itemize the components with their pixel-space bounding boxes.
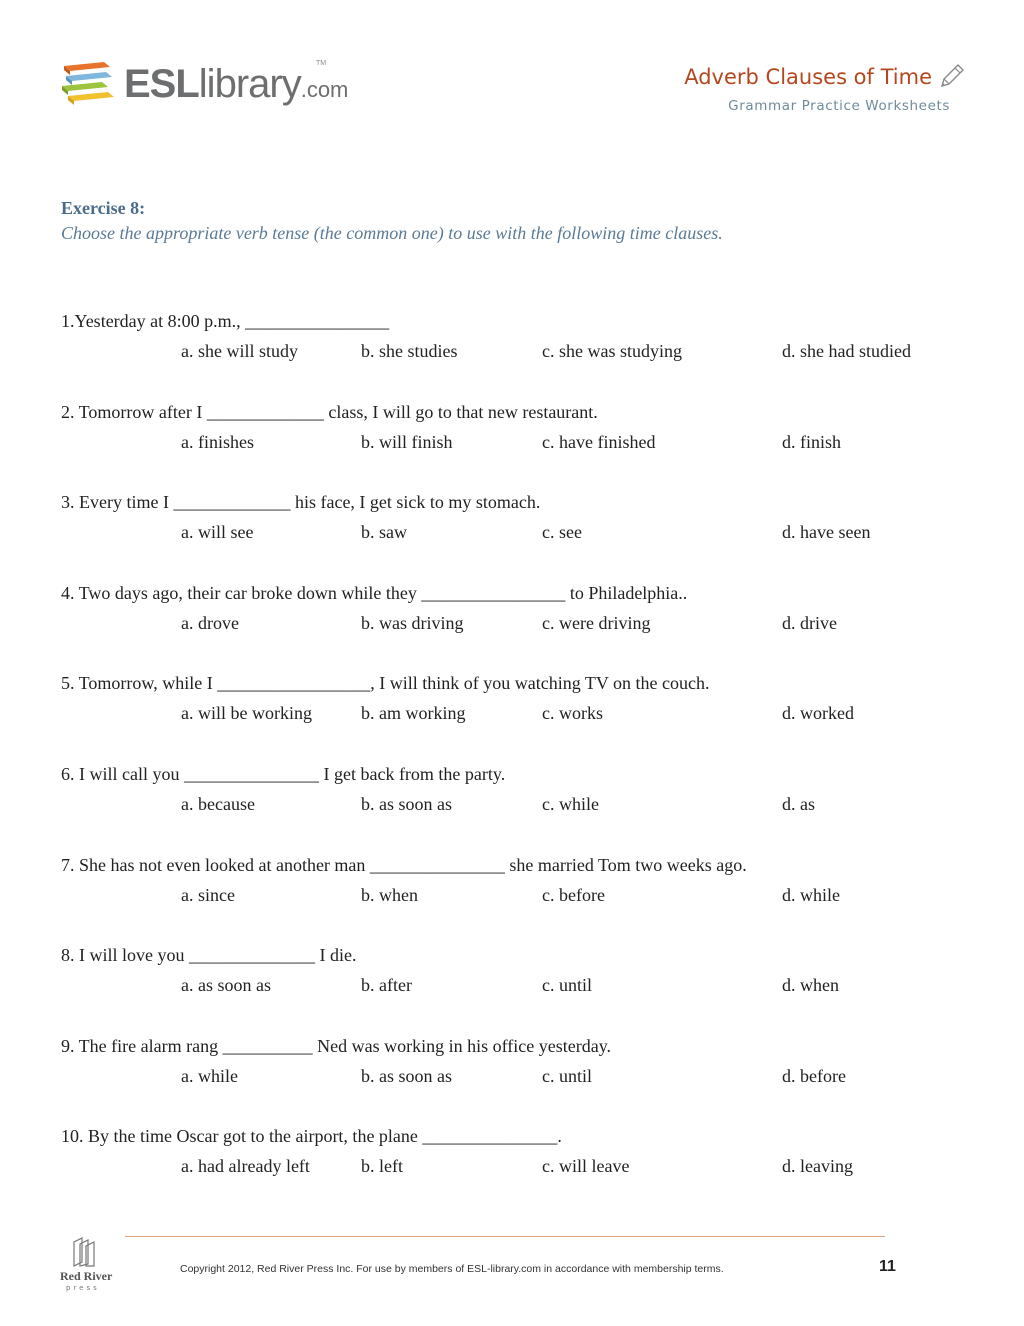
option-b: b. when <box>361 884 418 905</box>
option-c: c. she was studying <box>542 341 682 361</box>
option-d: d. worked <box>782 703 854 724</box>
option-d: d. drive <box>782 612 837 633</box>
page-number: 11 <box>879 1258 896 1275</box>
question-10 <box>61 1125 961 1216</box>
option-c: c. works <box>542 703 603 724</box>
option-c: c. while <box>542 793 599 814</box>
option-b: b. left <box>361 1156 403 1177</box>
brand-esl: ESL <box>124 62 199 106</box>
question-3 <box>61 491 961 582</box>
option-a: a. will see <box>181 522 254 543</box>
option-a: a. she will study <box>181 341 298 361</box>
option-b: b. was driving <box>361 612 464 633</box>
question-stem: 3. Every time I _____________ his face, I get sick to my stomach. <box>61 492 541 513</box>
question-stem: 2. Tomorrow after I _____________ class, I will go to that new restaurant. <box>61 401 598 422</box>
option-c: c. see <box>542 522 582 543</box>
copyright-text: Copyright 2012, Red River Press Inc. For use by members of ESL-library.com in accordance with membership terms. <box>180 1263 724 1275</box>
option-c: c. were driving <box>542 612 651 633</box>
publisher-name: Red River <box>60 1269 113 1283</box>
question-6 <box>61 763 961 854</box>
question-stem: 6. I will call you _______________ I get back from the party. <box>61 763 506 784</box>
worksheet-title <box>684 62 966 92</box>
option-d: d. have seen <box>782 522 871 543</box>
option-b: b. saw <box>361 522 407 543</box>
option-a: a. because <box>181 793 255 814</box>
worksheet-title-block <box>684 62 966 114</box>
question-stem: 5. Tomorrow, while I _________________, I will think of you watching TV on the couch. <box>61 673 710 694</box>
question-4 <box>61 582 961 673</box>
option-a: a. as soon as <box>181 975 271 996</box>
question-1 <box>61 310 961 401</box>
option-a: a. had already left <box>181 1156 310 1177</box>
option-a: a. finishes <box>181 431 254 452</box>
option-d: d. leaving <box>782 1156 853 1177</box>
option-d: d. finish <box>782 431 842 452</box>
question-stem: 10. By the time Oscar got to the airport, the plane _______________. <box>61 1126 562 1147</box>
option-a: a. while <box>181 1065 238 1086</box>
option-b: b. will finish <box>361 431 453 452</box>
worksheet-subtitle: Grammar Practice Worksheets <box>728 98 950 114</box>
pencil-icon <box>936 62 966 92</box>
option-d: d. while <box>782 884 840 905</box>
worksheet-title-text: Adverb Clauses of Time <box>684 65 932 89</box>
question-stem: 1.Yesterday at 8:00 p.m., ________________ <box>61 311 390 331</box>
option-c: c. will leave <box>542 1156 630 1177</box>
trademark-mark: TM <box>316 60 327 67</box>
option-d: d. when <box>782 975 839 996</box>
brand-com: .com <box>300 77 349 102</box>
brand-library: library <box>198 62 301 106</box>
question-stem: 8. I will love you ______________ I die. <box>61 945 357 966</box>
option-c: c. until <box>542 975 592 996</box>
esl-library-logo <box>60 58 380 118</box>
option-b: b. after <box>361 975 412 996</box>
question-stem: 9. The fire alarm rang __________ Ned was working in his office yesterday. <box>61 1035 612 1056</box>
option-d: d. she had studied <box>782 341 911 361</box>
exercise-title: Exercise 8: <box>61 198 146 218</box>
question-stem: 7. She has not even looked at another man _______________ she married Tom two weeks ago. <box>61 854 747 875</box>
question-5 <box>61 672 961 763</box>
option-c: c. have finished <box>542 431 656 452</box>
option-d: d. before <box>782 1065 846 1086</box>
option-a: a. drove <box>181 612 239 633</box>
question-8 <box>61 944 961 1035</box>
option-c: c. until <box>542 1065 592 1086</box>
question-stem: 4. Two days ago, their car broke down while they ________________ to Philadelphia.. <box>61 582 688 603</box>
option-b: b. she studies <box>361 341 458 361</box>
option-b: b. as soon as <box>361 793 452 814</box>
books-icon <box>60 58 116 110</box>
option-a: a. will be working <box>181 703 312 724</box>
option-d: d. as <box>782 793 815 814</box>
publisher-press: press <box>66 1284 100 1292</box>
question-2 <box>61 401 961 492</box>
footer-divider <box>125 1236 885 1237</box>
option-b: b. am working <box>361 703 466 724</box>
option-b: b. as soon as <box>361 1065 452 1086</box>
question-9 <box>61 1035 961 1126</box>
question-list <box>61 310 961 1216</box>
brand-wordmark <box>124 62 348 112</box>
exercise-instruction: Choose the appropriate verb tense (the common one) to use with the following time clauses. <box>61 223 723 243</box>
option-a: a. since <box>181 884 235 905</box>
option-c: c. before <box>542 884 605 905</box>
question-7 <box>61 854 961 945</box>
